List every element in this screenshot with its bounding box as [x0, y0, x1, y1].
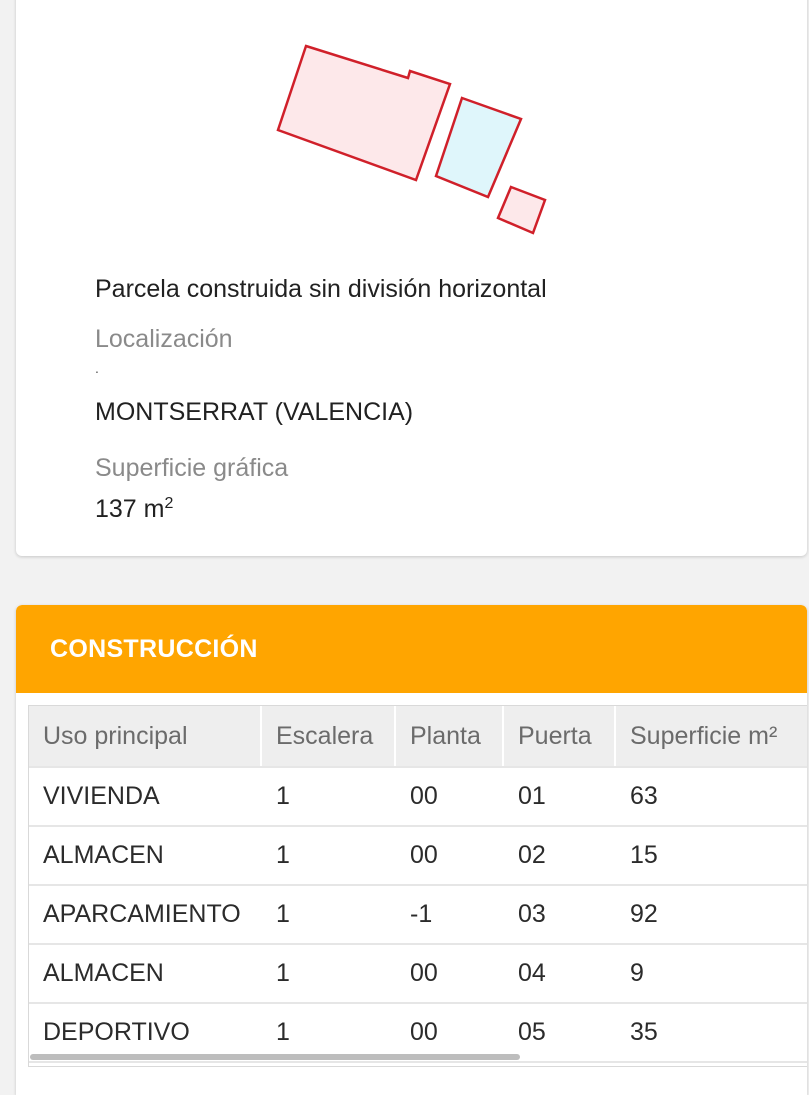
surface-label: Superficie gráfica — [95, 454, 289, 482]
cell-planta: 00 — [395, 826, 503, 885]
cell-uso: APARCAMIENTO — [29, 885, 261, 944]
col-header-puerta[interactable]: Puerta — [503, 706, 615, 767]
surface-value: 137 $m^2$ — [95, 495, 174, 523]
cell-superficie: 15 — [615, 826, 807, 885]
cell-escalera: 1 — [261, 944, 395, 1003]
table-row — [29, 944, 807, 1003]
construction-title: CONSTRUCCIÓN — [50, 634, 258, 663]
cell-superficie: 35 — [615, 1003, 807, 1062]
cell-planta: -1 — [395, 885, 503, 944]
surface-exponent: 2 — [164, 495, 174, 512]
cell-uso: DEPORTIVO — [29, 1003, 261, 1062]
cell-puerta: 05 — [503, 1003, 615, 1062]
cell-superficie: 9 — [615, 944, 807, 1003]
cell-superficie: 63 — [615, 767, 807, 826]
cell-uso: ALMACEN — [29, 944, 261, 1003]
construction-header — [16, 605, 807, 693]
col-header-uso[interactable]: Uso principal — [29, 706, 261, 767]
construction-table — [29, 706, 807, 1063]
table-row — [29, 826, 807, 885]
cell-uso: VIVIENDA — [29, 767, 261, 826]
cell-superficie: 92 — [615, 885, 807, 944]
parcel-card — [16, 0, 807, 556]
cell-escalera: 1 — [261, 826, 395, 885]
cell-puerta: 01 — [503, 767, 615, 826]
col-header-planta[interactable]: Planta — [395, 706, 503, 767]
cell-escalera: 1 — [261, 1003, 395, 1062]
parcel-plot-small[interactable] — [498, 187, 545, 233]
cell-planta: 00 — [395, 767, 503, 826]
cell-uso: ALMACEN — [29, 826, 261, 885]
cell-planta: 00 — [395, 1003, 503, 1062]
location-label: Localización — [95, 325, 233, 353]
construction-card — [16, 605, 807, 1095]
col-header-escalera[interactable]: Escalera — [261, 706, 395, 767]
cell-planta: 00 — [395, 944, 503, 1003]
cell-escalera: 1 — [261, 885, 395, 944]
table-row — [29, 885, 807, 944]
parcel-plot-highlight[interactable] — [436, 98, 521, 197]
parcel-plot-map[interactable] — [16, 0, 807, 270]
cell-puerta: 02 — [503, 826, 615, 885]
construction-table-scroll[interactable] — [28, 705, 807, 1067]
location-line1: . — [95, 360, 99, 376]
location-value: MONTSERRAT (VALENCIA) — [95, 398, 414, 426]
parcel-type-title: Parcela construida sin división horizontal — [95, 275, 547, 303]
cell-puerta: 03 — [503, 885, 615, 944]
table-header-row — [29, 706, 807, 767]
parcel-plot-main[interactable] — [278, 46, 450, 180]
cell-escalera: 1 — [261, 767, 395, 826]
cell-puerta: 04 — [503, 944, 615, 1003]
col-header-superficie[interactable]: Superficie m² — [615, 706, 807, 767]
table-row — [29, 767, 807, 826]
horizontal-scrollbar[interactable] — [30, 1054, 520, 1060]
